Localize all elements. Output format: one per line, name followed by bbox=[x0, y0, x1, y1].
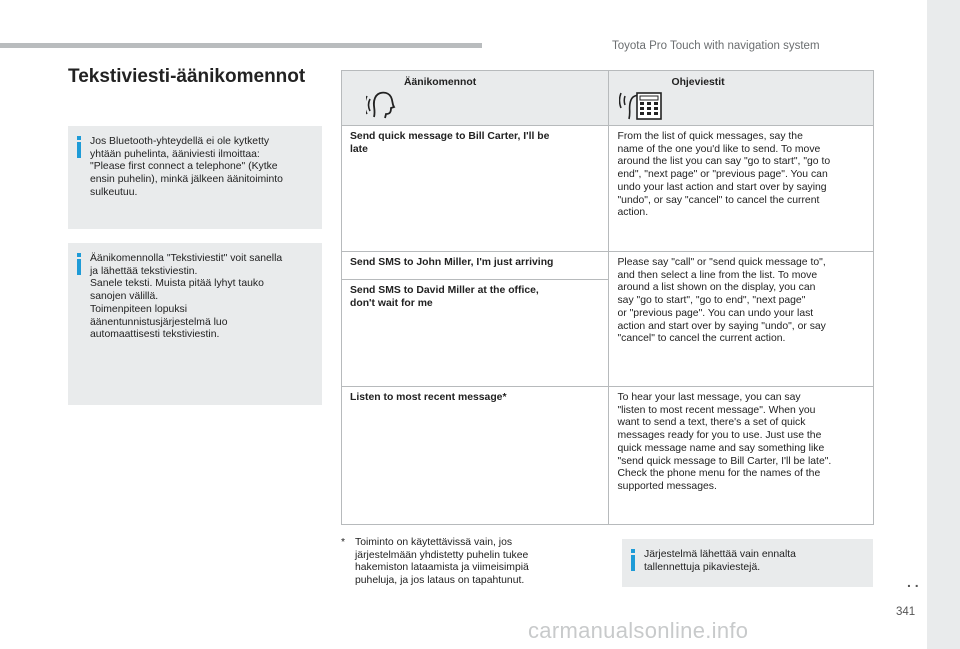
help-cell bbox=[609, 387, 874, 525]
note-text: Jos Bluetooth-yhteydellä ei ole kytketty yhtään puhelinta, ääniviesti ilmoittaa: "Please first connect a telephone" (Kytke ensin puhelin), minkä jälkeen äänitoiminto sulkeutuu. bbox=[90, 136, 283, 198]
command-cell bbox=[342, 252, 609, 280]
table-row bbox=[342, 252, 874, 280]
command-text: Send SMS to John Miller, I'm just arriving bbox=[350, 257, 554, 268]
note-text: Äänikomennolla "Tekstiviestit" voit sanella ja lähettää tekstiviestin. Sanele teksti. Muista pitää lyhyt tauko sanojen välillä. Toimenpiteen lopuksi äänentunnistusjärjestelmä luo automaattisesti tekstiviestin. bbox=[90, 253, 283, 341]
note-text: Järjestelmä lähettää vain ennalta tallennettuja pikaviestejä. bbox=[644, 549, 796, 573]
info-note-dictation bbox=[68, 243, 322, 405]
info-icon bbox=[76, 253, 82, 269]
command-cell bbox=[342, 280, 609, 387]
section-title: Tekstiviesti-äänikomennot bbox=[68, 66, 306, 87]
watermark: carmanualsonline.info bbox=[528, 618, 749, 643]
speaking-phone-icon bbox=[619, 83, 663, 121]
command-text: Listen to most recent message* bbox=[350, 392, 507, 403]
header-help-label: Ohjeviestit bbox=[671, 77, 725, 88]
header-rule bbox=[0, 43, 482, 48]
help-text: To hear your last message, you can say "listen to most recent message". When you want to send a text, there's a set of quick messages ready for you to use. Just use the quick message name and say something like "send quick message to Bill Carter, I'll be late". Check the phone menu for the names of the supported messages. bbox=[617, 392, 832, 492]
speaking-head-icon bbox=[366, 85, 400, 119]
command-cell bbox=[342, 126, 609, 252]
info-icon bbox=[76, 136, 82, 152]
command-cell bbox=[342, 387, 609, 525]
voice-command-table bbox=[341, 70, 874, 525]
table-header-row bbox=[342, 71, 874, 126]
header-voice-label: Äänikomennot bbox=[404, 77, 477, 88]
info-note-quick-messages bbox=[622, 539, 873, 587]
footnote bbox=[341, 537, 581, 588]
help-text: From the list of quick messages, say the name of the one you'd like to send. To move around the list you can say "go to start", "go to end", "next page" or "previous page". You can undo your last action and start over by saying "undo", or say "cancel" to cancel the current action. bbox=[617, 131, 831, 219]
footnote-marker: * bbox=[341, 537, 346, 548]
header-help-messages bbox=[609, 71, 874, 126]
header-voice-commands bbox=[342, 71, 609, 126]
help-cell bbox=[609, 126, 874, 252]
page-dots: . . bbox=[907, 574, 919, 590]
header-title: Toyota Pro Touch with navigation system bbox=[612, 40, 820, 52]
command-text: Send SMS to David Miller at the office, don't wait for me bbox=[350, 285, 539, 309]
page-number: 341 bbox=[896, 606, 916, 618]
help-cell bbox=[609, 252, 874, 387]
side-margin-bar bbox=[927, 0, 960, 649]
help-text: Please say "call" or "send quick message to", and then select a line from the list. To move around a list shown on the display, you can say "go to start", "go to end", "next page" or "previous page". You can undo your last action and start over by saying "undo", or say "cancel" to cancel the current action. bbox=[617, 257, 826, 345]
info-icon bbox=[630, 549, 636, 565]
table-row bbox=[342, 387, 874, 525]
table-row bbox=[342, 126, 874, 252]
command-text: Send quick message to Bill Carter, I'll be late bbox=[350, 131, 550, 155]
info-note-bluetooth bbox=[68, 126, 322, 229]
footnote-text: Toiminto on käytettävissä vain, jos järjestelmään yhdistetty puhelin tukee hakemiston lataamista ja viimeisimpiä puheluja, ja jos lataus on tapahtunut. bbox=[355, 537, 529, 587]
